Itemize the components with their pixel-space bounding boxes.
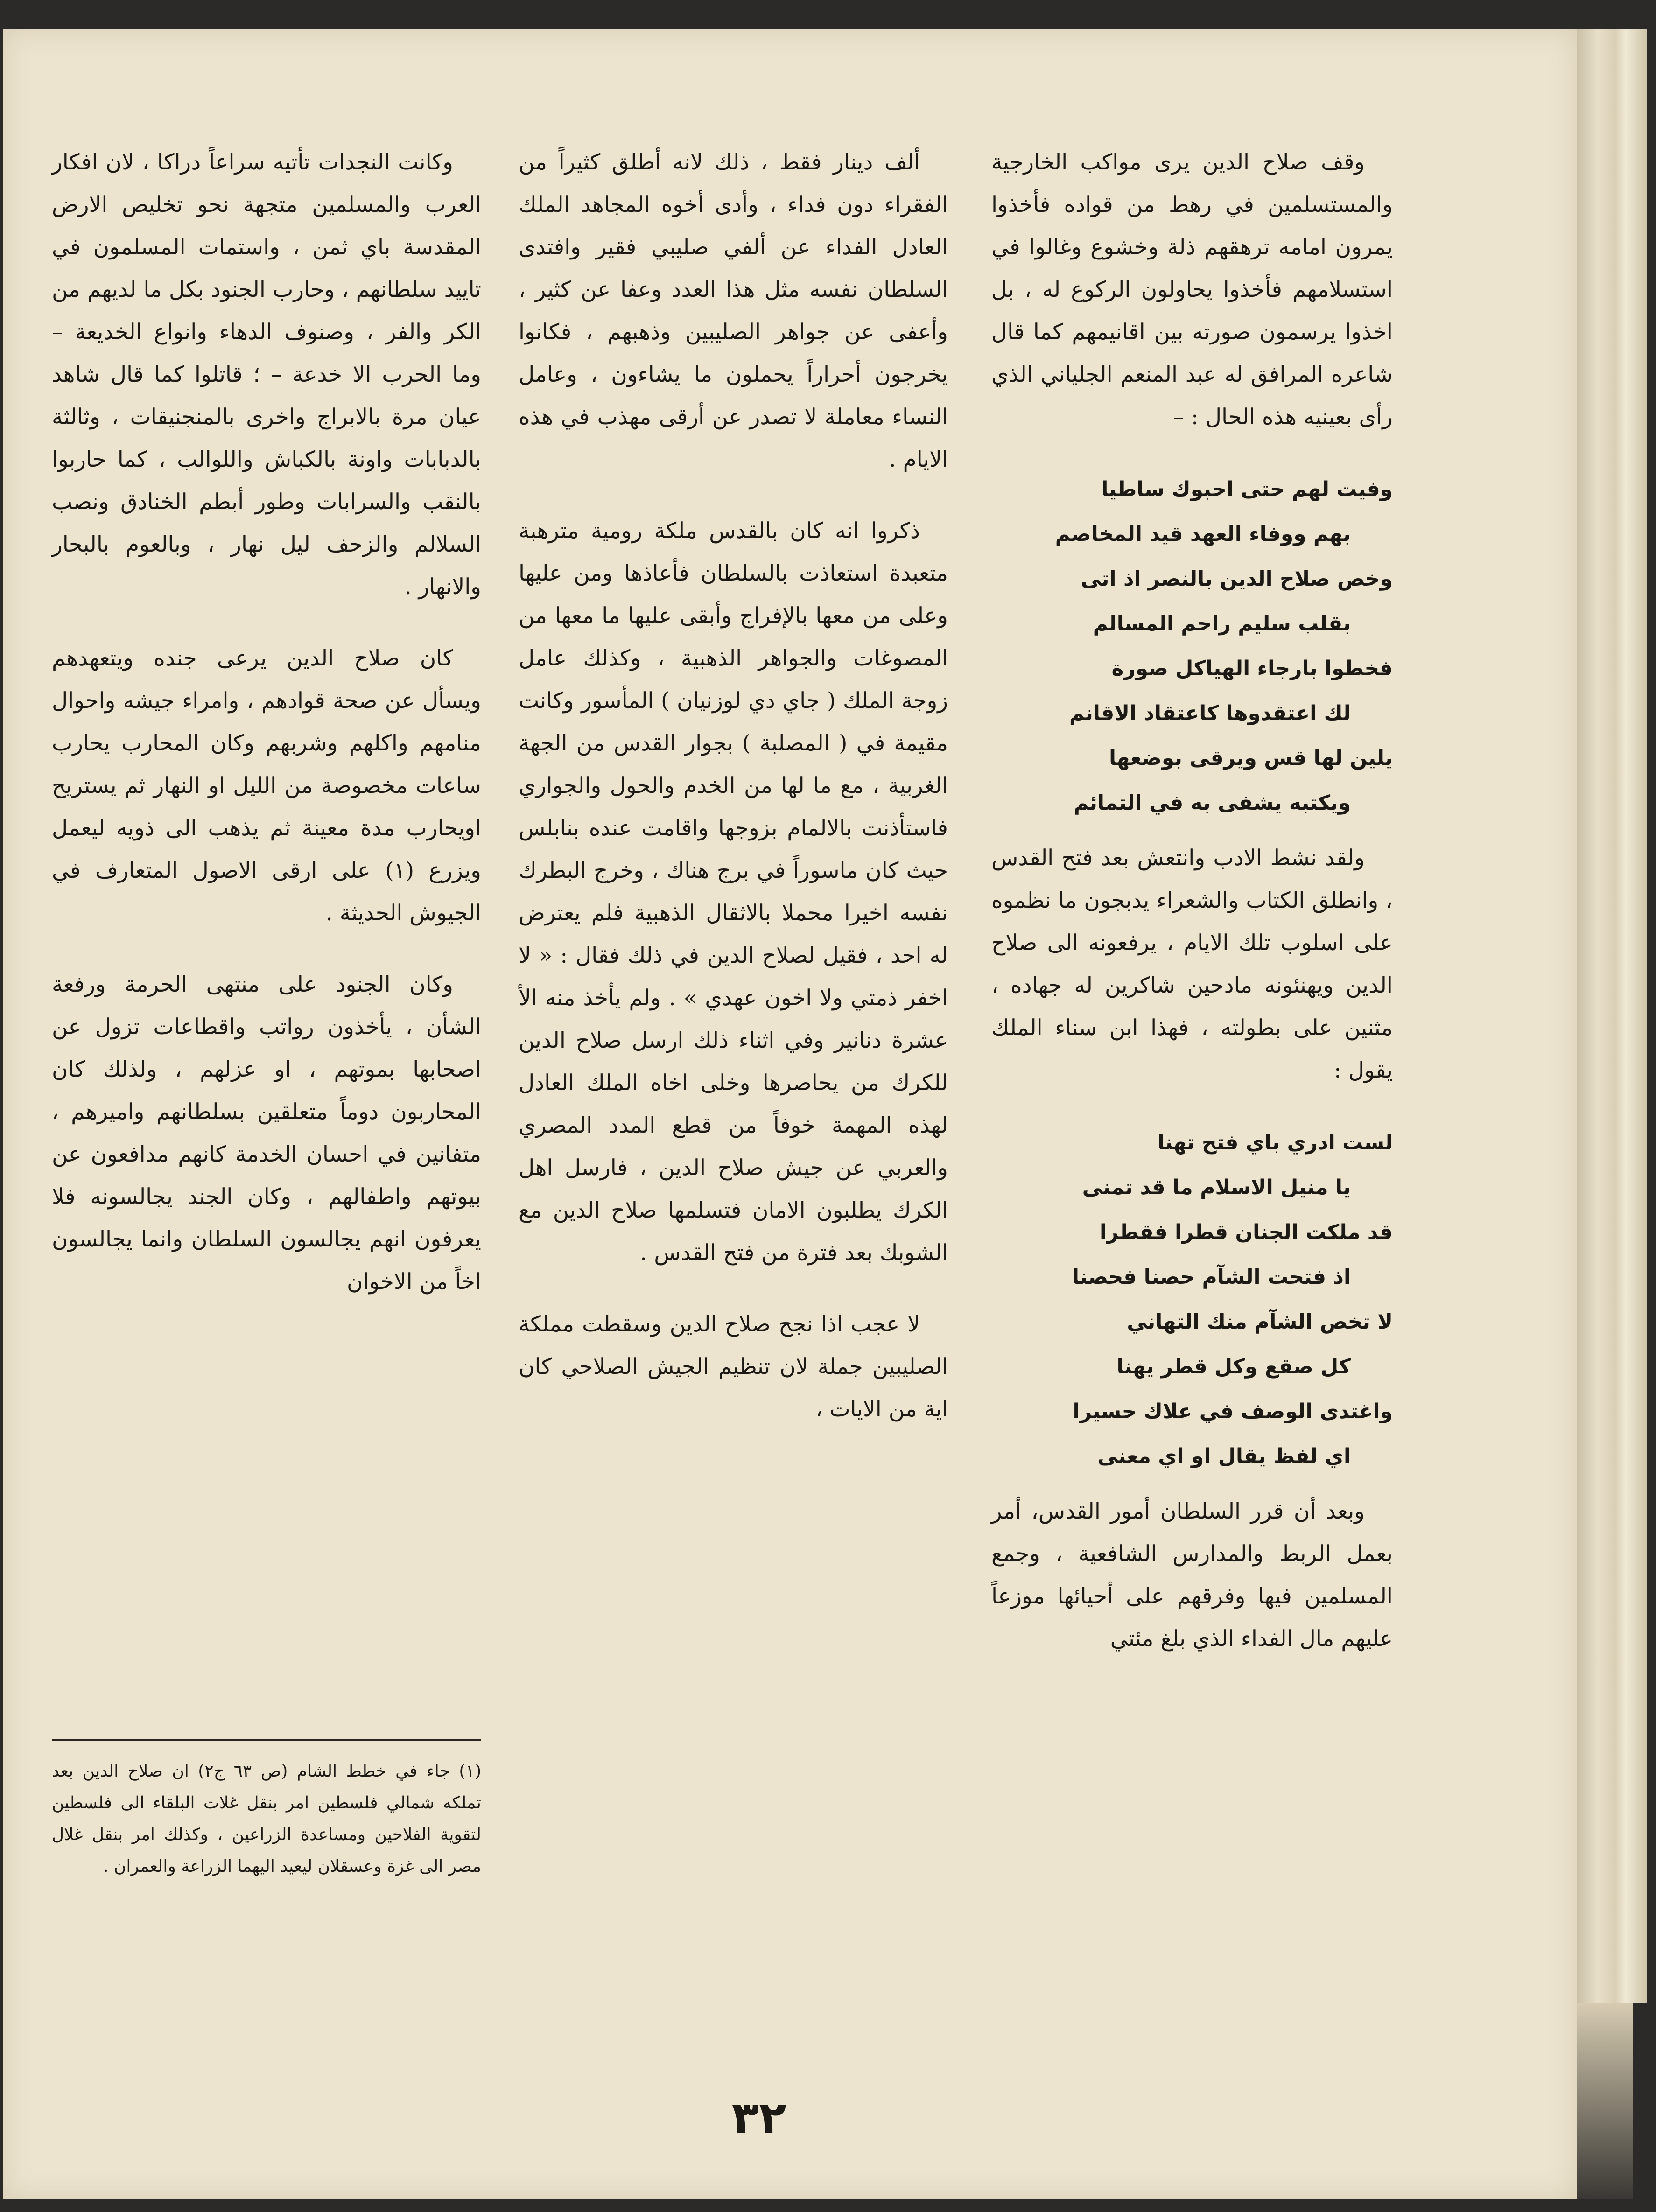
paragraph: وكان الجنود على منتهى الحرمة ورفعة الشأن ، يأخذون رواتب واقطاعات تزول عن اصحابها بموتهم ، او عزلهم ، ولذلك كان المحاربون دوماً متعلقين بسلطانهم واميرهم ، متفانين في احسان الخدمة كانهم مدافعون عن بيوتهم واطفالهم ، وكان الجند يجالسونه فلا يعرفون انهم يجالسون السلطان وانما يجالسون اخاً من الاخوان xyxy=(52,972,481,1295)
book-page xyxy=(3,29,1577,2199)
poem-line: واغتدى الوصف في علاك حسيرا xyxy=(1073,1400,1393,1423)
column-middle xyxy=(519,141,948,1459)
poem-line: كل صقع وكل قطر يهنا xyxy=(1116,1355,1351,1379)
poem-line: بهم ووفاء العهد قيد المخاصم xyxy=(1055,522,1351,546)
poem-line: فخطوا بارجاء الهياكل صورة xyxy=(1111,657,1393,680)
page-edge-stack xyxy=(1577,29,1647,2003)
paragraph: كان صلاح الدين يرعى جنده ويتعهدهم ويسأل عن صحة قوادهم ، وامراء جيشه واحوال منامهم واكلهم وشربهم وكان المحارب يحارب ساعات مخصوصة من الليل او النهار ثم يستريح اويحارب مدة معينة ثم يذهب الى ذويه ليعمل ويزرع (١) على ارقى الاصول المتعارف في الجيوش الحديثة . xyxy=(52,645,481,926)
footnote-divider xyxy=(52,1739,481,1741)
poem-line: اذ فتحت الشآم حصنا فحصنا xyxy=(1072,1265,1351,1289)
paragraph: لا عجب اذا نجح صلاح الدين وسقطت مملكة الصليبين جملة لان تنظيم الجيش الصلاحي كان اية من الايات ، xyxy=(519,1311,948,1422)
paragraph: ألف دينار فقط ، ذلك لانه أطلق كثيراً من الفقراء دون فداء ، وأدى أخوه المجاهد الملك العادل الفداء عن ألفي صليبي فقير وافتدى السلطان نفسه مثل هذا العدد وعفا عن كثير ، وأعفى عن جواهر الصليبين وذهبهم ، فكانوا يخرجون أحراراً يحملون ما يشاءون ، وعامل النساء معاملة لا تصدر عن أرقى مهذب في هذه الايام . xyxy=(519,149,948,472)
poem-line: وخص صلاح الدين بالنصر اذ اتى xyxy=(1081,567,1393,591)
footnote: (١) جاء في خطط الشام (ص ٦٣ ج٢) ان صلاح الدين بعد تملكه شمالي فلسطين امر بنقل غلات البلقاء الى فلسطين لتقوية الفلاحين ومساعدة الزراعين ، وكذلك امر بنقل غلال مصر الى غزة وعسقلان ليعيد اليهما الزراعة والعمران . xyxy=(52,1762,481,1876)
poem-line: لست ادري باي فتح تهنا xyxy=(1157,1131,1393,1155)
poem-line: وفيت لهم حتى احبوك ساطيا xyxy=(1101,477,1393,501)
poem-line: لك اعتقدوها كاعتقاد الاقانم xyxy=(1069,701,1351,725)
poem-line: يلين لها قس ويرقى بوضعها xyxy=(1109,746,1393,770)
paragraph: وكانت النجدات تأتيه سراعاً دراكا ، لان افكار العرب والمسلمين متجهة نحو تخليص الارض المقدسة باي ثمن ، واستمات المسلمون في تاييد سلطانهم ، وحارب الجنود بكل ما لديهم من الكر والفر ، وصنوف الدهاء وانواع الخديعة – وما الحرب الا خدعة – ؛ قاتلوا كما قال شاهد عيان مرة بالابراج واخرى بالمنجنيقات ، وثالثة بالدبابات واونة بالكباش واللوالب ، كما حاربوا بالنقب والسرابات وطور أبطم الخنادق ونصب السلالم والزحف ليل نهار ، وبالعوم بالبحار والانهار . xyxy=(52,149,481,600)
poem-line: بقلب سليم راحم المسالم xyxy=(1093,612,1351,636)
column-right xyxy=(991,141,1393,1689)
poem-2 xyxy=(991,1120,1393,1479)
column-left xyxy=(52,141,481,1332)
paragraph: وبعد أن قرر السلطان أمور القدس، أمر بعمل الربط والمدارس الشافعية ، وجمع المسلمين فيها وفرقهم على أحيائها موزعاً عليهم مال الفداء الذي بلغ مئتي xyxy=(991,1498,1393,1652)
paragraph: وقف صلاح الدين يرى مواكب الخارجية والمستسلمين في رهط من قواده فأخذوا يمرون امامه ترهقهم ذلة وخشوع وغالوا في استسلامهم فأخذوا يحاولون الركوع له ، بل اخذوا يرسمون صورته بين اقانيمهم كما قال شاعره المرافق له عبد المنعم الجلياني الذي رأى بعينيه هذه الحال : – xyxy=(991,149,1393,430)
paragraph: ولقد نشط الادب وانتعش بعد فتح القدس ، وانطلق الكتاب والشعراء يدبجون ما نظموه على اسلوب تلك الايام ، يرفعونه الى صلاح الدين ويهنئونه مادحين شاكرين له جهاده ، مثنين على بطولته ، فهذا ابن سناء الملك يقول : xyxy=(991,845,1393,1083)
paragraph: ذكروا انه كان بالقدس ملكة رومية مترهبة متعبدة استعاذت بالسلطان فأعاذها ومن عليها وعلى من معها بالإفراج وأبقى عليها ما معها من المصوغات والجواهر الذهبية ، وكذلك عامل زوجة الملك ( جاي دي لوزنيان ) المأسور وكانت مقيمة في ( المصلبة ) بجوار القدس من الجهة الغربية ، مع ما لها من الخدم والحول والجواري فاستأذنت بالالمام بزوجها واقامت عنده بنابلس حيث كان ماسوراً في برج هناك ، وخرج البطرك نفسه اخيرا محملا بالاثقال الذهبية فلم يعترض له احد ، فقيل لصلاح الدين في ذلك فقال : « لا اخفر ذمتي ولا اخون عهدي » . ولم يأخذ منه الأ عشرة دنانير وفي اثناء ذلك ارسل صلاح الدين للكرك من يحاصرها وخلى اخاه الملك العادل لهذه المهمة خوفاً من قطع المدد المصري والعربي عن جيش صلاح الدين ، فارسل اهل الكرك يطلبون الامان فتسلمها صلاح الدين مع الشوبك بعد فترة من فتح القدس . xyxy=(519,518,948,1266)
page-edge-shadow xyxy=(1577,2003,1633,2199)
poem-line: ويكتبه يشفى به في التمائم xyxy=(1074,791,1351,815)
poem-line: اي لفظ يقال او اي معنى xyxy=(1097,1444,1351,1468)
page-number: ٣٢ xyxy=(731,2092,786,2144)
poem-1 xyxy=(991,467,1393,826)
poem-line: لا تخص الشآم منك التهاني xyxy=(1127,1310,1393,1334)
poem-line: يا منيل الاسلام ما قد تمنى xyxy=(1082,1176,1351,1199)
poem-line: قد ملكت الجنان قطرا فقطرا xyxy=(1099,1220,1393,1244)
